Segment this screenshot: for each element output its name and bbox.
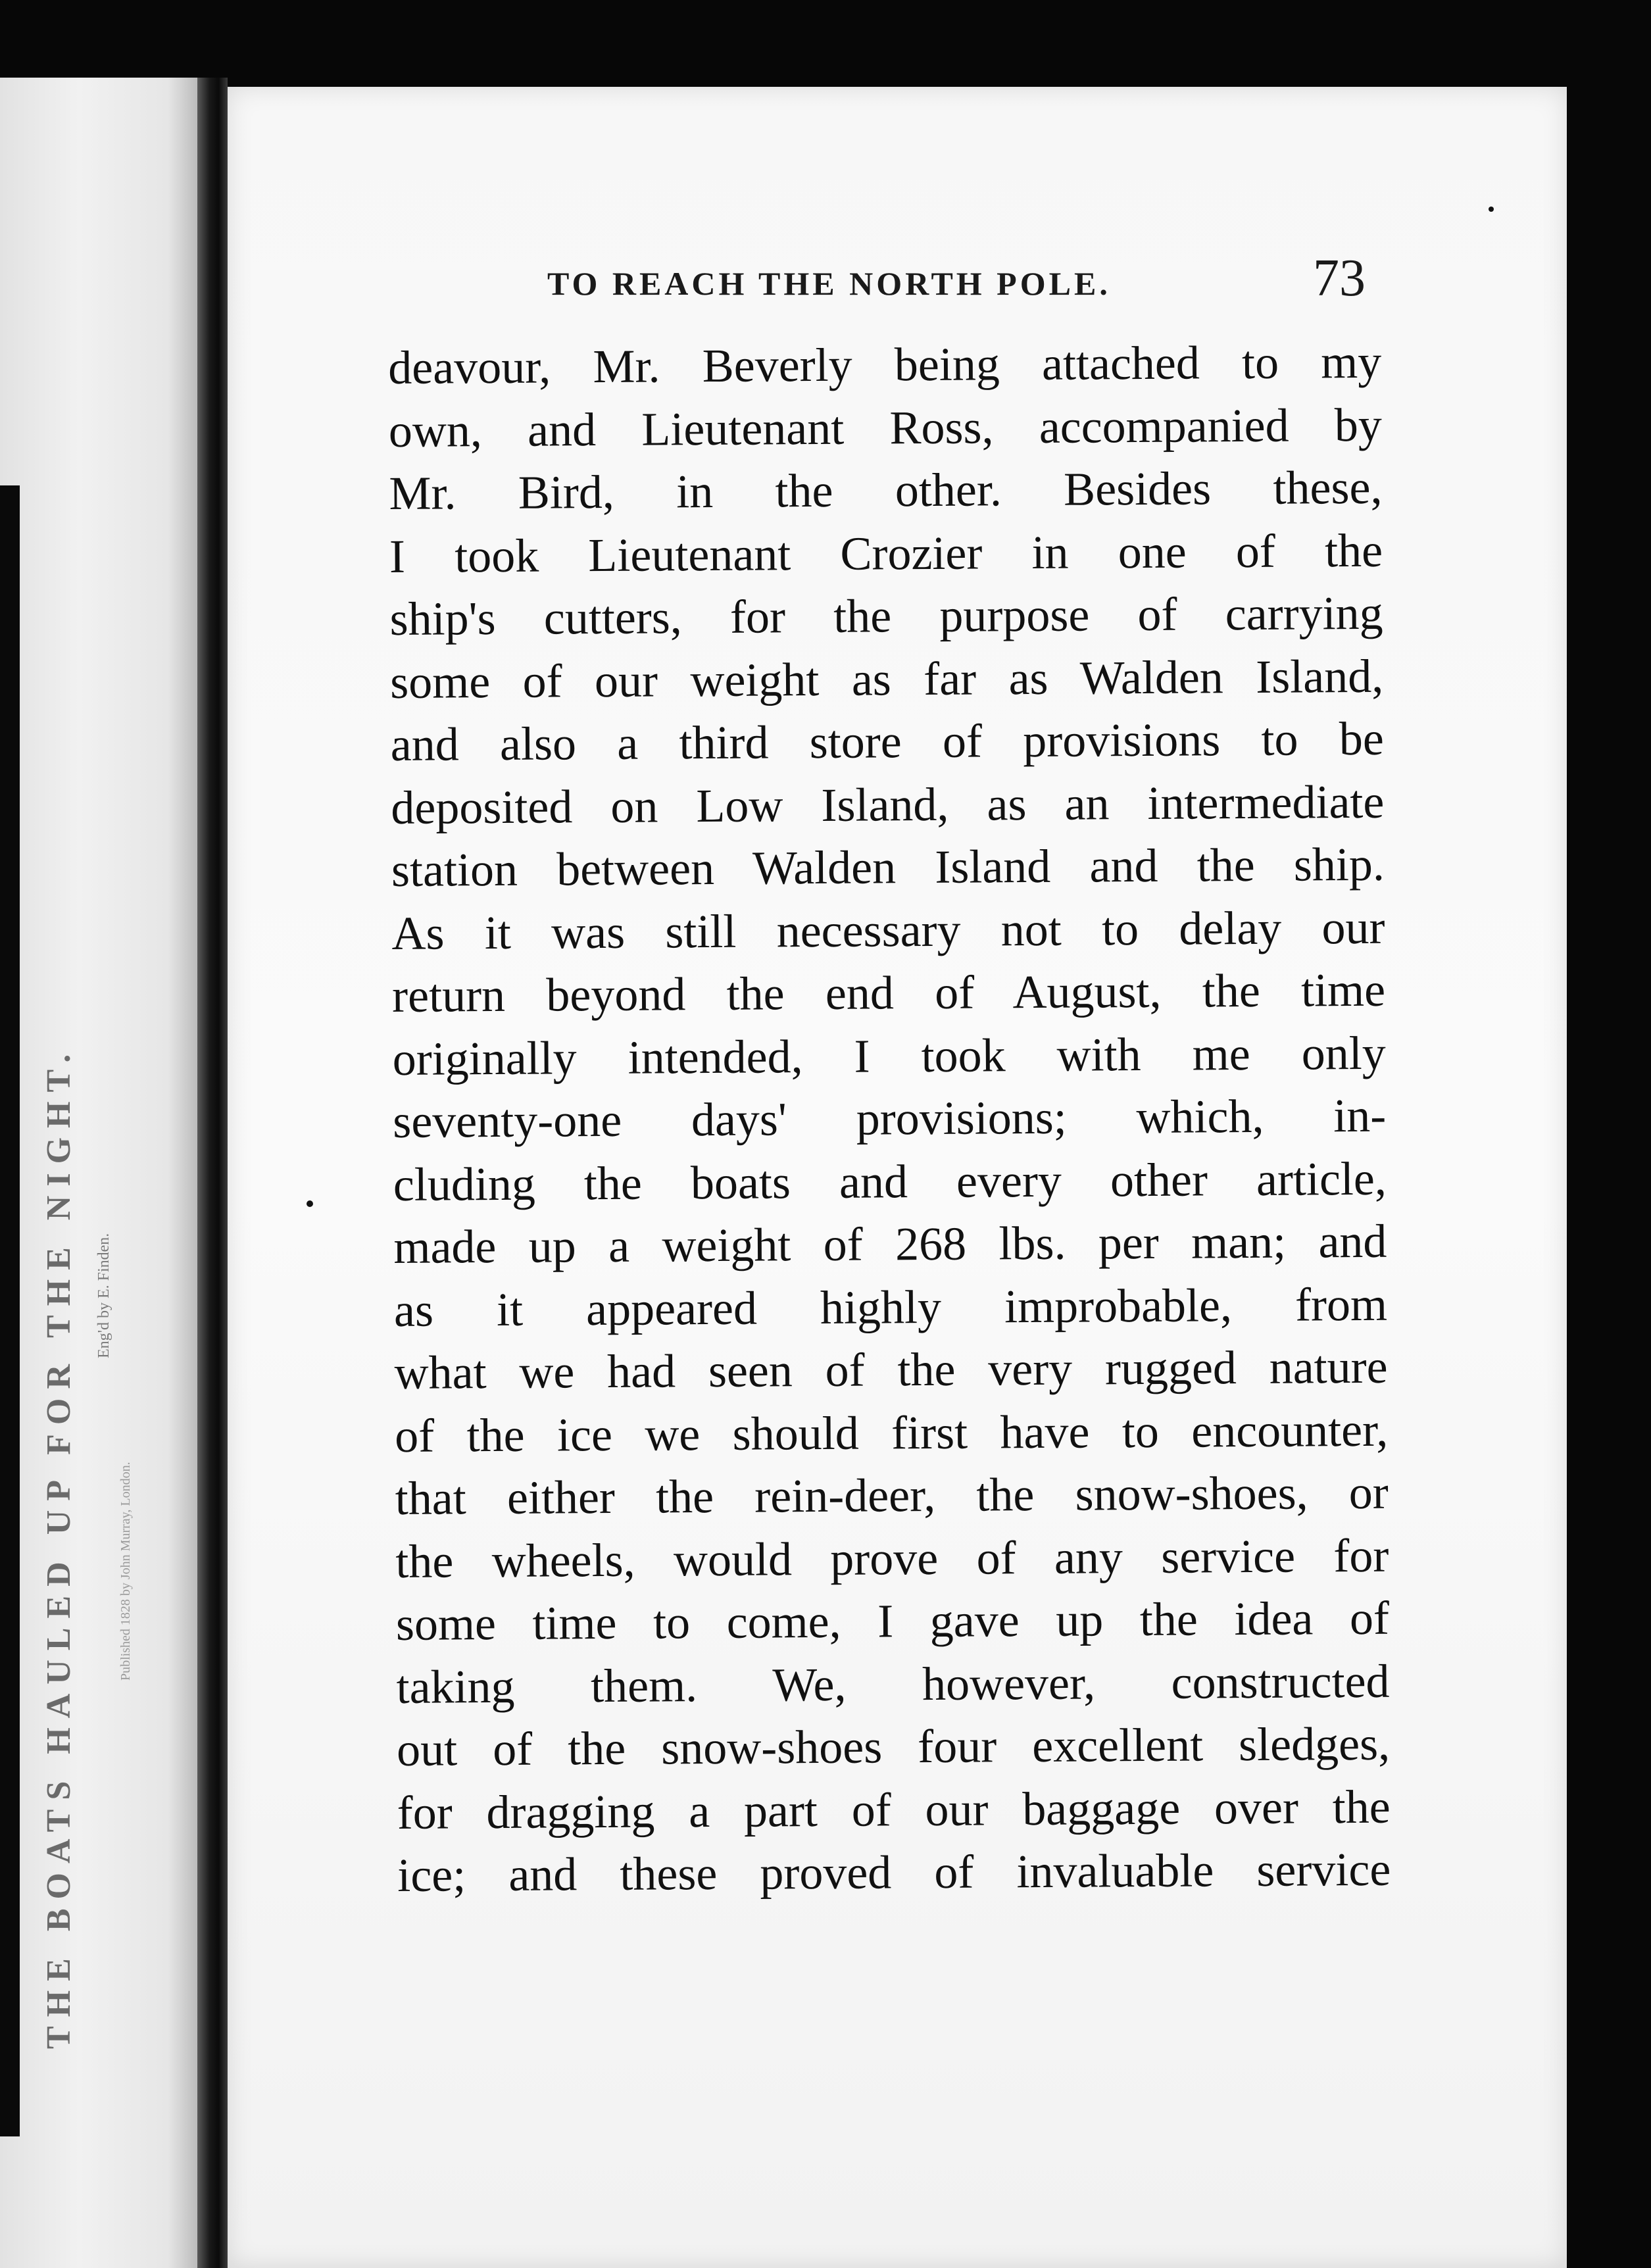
- text-line: I took Lieutenant Crozier in one of the: [389, 524, 1383, 583]
- text-line: made up a weight of 268 lbs. per man; and: [393, 1214, 1387, 1273]
- text-line: cluding the boats and every other article,: [393, 1152, 1387, 1211]
- text-line: originally intended, I took with me only: [392, 1026, 1386, 1085]
- ink-speck: [1489, 207, 1494, 212]
- text-line: taking them. We, however, constructed: [396, 1654, 1390, 1713]
- text-line: Mr. Bird, in the other. Besides these,: [389, 460, 1383, 520]
- plate-edge: [0, 485, 20, 2136]
- text-line: for dragging a part of our baggage over the: [397, 1780, 1391, 1839]
- text-line: and also a third store of provisions to be: [390, 712, 1385, 771]
- text-line: that either the rein-deer, the snow-shoes, or: [395, 1466, 1389, 1525]
- text-line: as it appeared highly improbable, from: [393, 1277, 1388, 1337]
- text-line: As it was still necessary not to delay our: [391, 900, 1385, 960]
- text-line: station between Walden Island and the ship.: [391, 837, 1385, 897]
- text-line: seventy-one days' provisions; which, in-: [393, 1089, 1387, 1148]
- text-page: [228, 87, 1567, 2268]
- text-line: some time to come, I gave up the idea of: [395, 1591, 1390, 1650]
- text-line: deposited on Low Island, as an intermediate: [391, 775, 1385, 834]
- text-line: the wheels, would prove of any service for: [395, 1529, 1389, 1588]
- text-line: ship's cutters, for the purpose of carrying: [389, 586, 1383, 645]
- ink-speck: [307, 1200, 313, 1207]
- book-gutter: [197, 78, 228, 2268]
- text-line: own, and Lieutenant Ross, accompanied by: [388, 398, 1383, 457]
- page-number: 73: [1313, 249, 1366, 307]
- plate-title: THE BOATS HAULED UP FOR THE NIGHT.: [40, 1045, 78, 2049]
- text-line: out of the snow-shoes four excellent sledges,: [396, 1717, 1391, 1776]
- running-head: TO REACH THE NORTH POLE.: [547, 265, 1111, 302]
- text-line: what we had seen of the very rugged nature: [394, 1340, 1388, 1399]
- plate-engraver-credit: Eng'd by E. Finden.: [95, 1233, 112, 1358]
- plate-publisher-line: Published 1828 by John Murray, London.: [118, 1462, 133, 1681]
- text-line: deavour, Mr. Beverly being attached to my: [388, 335, 1382, 394]
- text-line: of the ice we should first have to encounter,: [394, 1403, 1389, 1462]
- body-text: [388, 331, 1391, 1908]
- plate-caption: [33, 694, 138, 2049]
- text-line: return beyond the end of August, the time: [391, 963, 1386, 1022]
- text-line: some of our weight as far as Walden Island,: [389, 649, 1384, 708]
- text-line: ice; and these proved of invaluable service: [397, 1842, 1391, 1902]
